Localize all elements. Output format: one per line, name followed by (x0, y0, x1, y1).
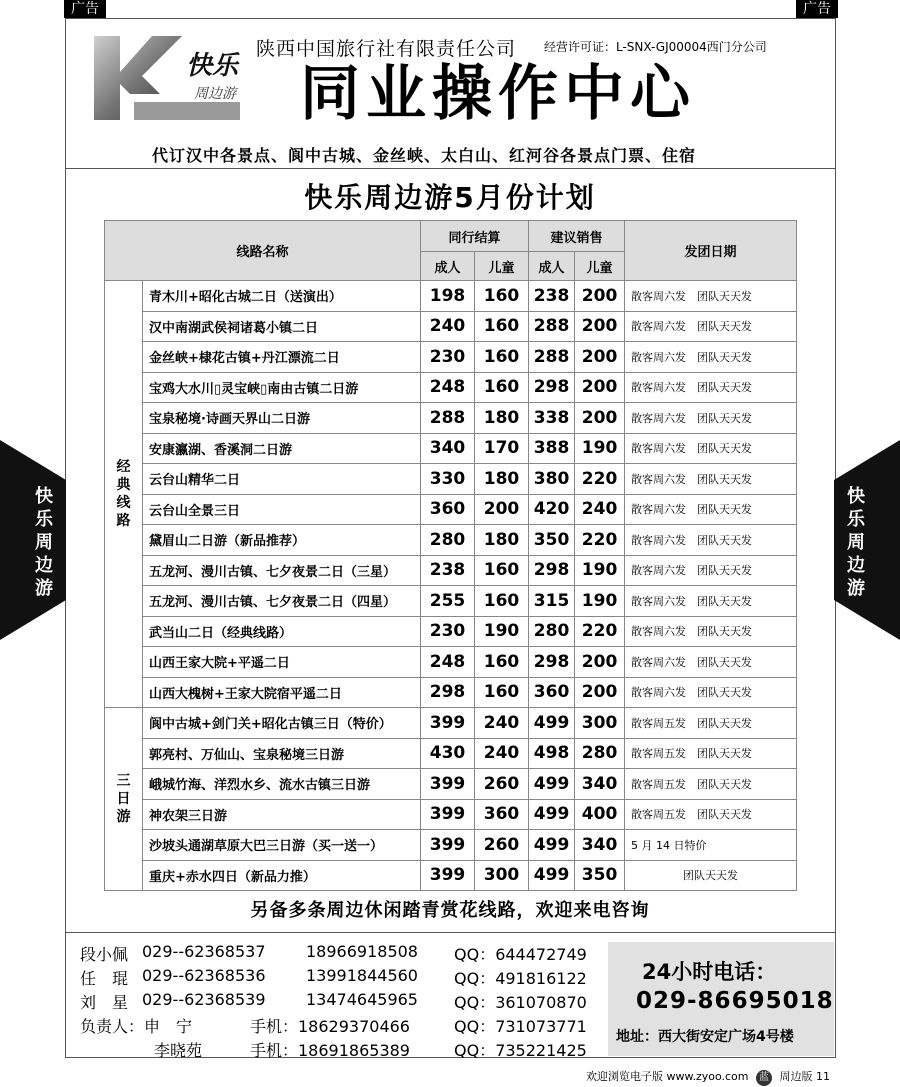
footer-section: 周边版 11 (779, 1070, 830, 1083)
route-row (105, 647, 797, 678)
sale-child-price: 190 (575, 586, 625, 617)
contact-phone: 029--62368537 (142, 942, 266, 961)
departure-schedule: 散客周六发 团队天天发 (625, 464, 797, 495)
departure-schedule: 散客周六发 团队天天发 (625, 555, 797, 586)
departure-schedule: 散客周六发 团队天天发 (625, 494, 797, 525)
route-name: 宝泉秘境·诗画天界山二日游 (143, 403, 421, 434)
side-tab-left (0, 440, 66, 640)
header-suggest-price: 建议销售 (529, 221, 625, 252)
route-row (105, 738, 797, 769)
departure-schedule: 散客周六发 团队天天发 (625, 616, 797, 647)
peer-child-price: 160 (475, 342, 529, 373)
hotline-number: 029-86695018 (636, 988, 834, 1014)
peer-child-price: 260 (475, 830, 529, 861)
contact-mobile: 13474645965 (306, 990, 418, 1009)
sale-adult-price: 280 (529, 616, 575, 647)
brand-logo (90, 32, 248, 124)
route-row (105, 769, 797, 800)
route-row (105, 799, 797, 830)
route-name: 阆中古城+剑门关+昭化古镇三日（特价） (143, 708, 421, 739)
route-name: 山西大槐树+王家大院宿平遥二日 (143, 677, 421, 708)
route-row (105, 525, 797, 556)
peer-adult-price: 399 (421, 860, 475, 891)
sale-adult-price: 315 (529, 586, 575, 617)
departure-schedule: 散客周五发 团队天天发 (625, 738, 797, 769)
contact-qq: QQ：731073771 (454, 1017, 587, 1036)
sale-child-price: 350 (575, 860, 625, 891)
contact-name: 刘 星 (80, 993, 129, 1012)
route-row (105, 677, 797, 708)
contact-phone: 029--62368539 (142, 990, 266, 1009)
ad-tag-left: 广告 (64, 0, 106, 18)
peer-adult-price: 399 (421, 708, 475, 739)
contact-qq: QQ：735221425 (454, 1041, 587, 1060)
departure-schedule: 散客周六发 团队天天发 (625, 311, 797, 342)
route-name: 沙坡头通湖草原大巴三日游（买一送一） (143, 830, 421, 861)
sale-adult-price: 350 (529, 525, 575, 556)
peer-child-price: 180 (475, 403, 529, 434)
sale-child-price: 220 (575, 464, 625, 495)
ticket-services: 代订汉中各景点、阆中古城、金丝峡、太白山、红河谷各景点门票、住宿 (152, 146, 697, 165)
divider (65, 932, 836, 933)
route-name: 峨城竹海、洋烈水乡、流水古镇三日游 (143, 769, 421, 800)
peer-adult-price: 230 (421, 342, 475, 373)
sale-child-price: 200 (575, 647, 625, 678)
peer-adult-price: 399 (421, 769, 475, 800)
contact-mobile: 18966918508 (306, 942, 418, 961)
sale-child-price: 240 (575, 494, 625, 525)
peer-adult-price: 399 (421, 799, 475, 830)
header-peer-price: 同行结算 (421, 221, 529, 252)
peer-adult-price: 198 (421, 281, 475, 312)
route-row (105, 372, 797, 403)
sale-child-price: 200 (575, 372, 625, 403)
divider (65, 168, 836, 169)
peer-adult-price: 288 (421, 403, 475, 434)
side-tab-right (834, 440, 900, 640)
route-row (105, 708, 797, 739)
route-row (105, 616, 797, 647)
route-name: 神农架三日游 (143, 799, 421, 830)
route-row (105, 433, 797, 464)
peer-adult-price: 399 (421, 830, 475, 861)
side-label-left: 快乐周边游 (35, 486, 53, 599)
departure-schedule: 散客周五发 团队天天发 (625, 708, 797, 739)
center-title: 同业操作中心 (300, 59, 696, 129)
sale-child-price: 340 (575, 830, 625, 861)
contact-mobile: 手机：18629370466 (250, 1017, 410, 1036)
sale-adult-price: 498 (529, 738, 575, 769)
sale-child-price: 280 (575, 738, 625, 769)
peer-adult-price: 230 (421, 616, 475, 647)
sale-child-price: 220 (575, 525, 625, 556)
peer-child-price: 160 (475, 677, 529, 708)
route-row (105, 830, 797, 861)
route-row (105, 342, 797, 373)
route-name: 云台山全景三日 (143, 494, 421, 525)
peer-adult-price: 240 (421, 311, 475, 342)
peer-child-price: 160 (475, 281, 529, 312)
sale-adult-price: 499 (529, 708, 575, 739)
sale-adult-price: 238 (529, 281, 575, 312)
contact-name: 负责人：申 宁 (80, 1017, 193, 1036)
sale-child-price: 220 (575, 616, 625, 647)
contact-name: 任 琨 (80, 969, 129, 988)
sale-adult-price: 298 (529, 647, 575, 678)
ad-tag-right: 广告 (796, 0, 838, 18)
sale-adult-price: 288 (529, 311, 575, 342)
sale-child-price: 200 (575, 677, 625, 708)
route-name: 五龙河、漫川古镇、七夕夜景二日（三星） (143, 555, 421, 586)
peer-child-price: 160 (475, 555, 529, 586)
peer-child-price: 300 (475, 860, 529, 891)
header-peer-adult: 成人 (421, 252, 475, 281)
header-date: 发团日期 (625, 221, 797, 281)
departure-schedule: 散客周六发 团队天天发 (625, 525, 797, 556)
departure-schedule: 散客周六发 团队天天发 (625, 403, 797, 434)
route-name: 青木川+昭化古城二日（送演出） (143, 281, 421, 312)
footer-badge: 蓝 (756, 1070, 772, 1086)
peer-adult-price: 280 (421, 525, 475, 556)
company-name: 陕西中国旅行社有限责任公司 (256, 38, 517, 60)
peer-adult-price: 255 (421, 586, 475, 617)
peer-child-price: 160 (475, 647, 529, 678)
sale-adult-price: 499 (529, 769, 575, 800)
departure-schedule: 散客周六发 团队天天发 (625, 586, 797, 617)
departure-schedule: 团队天天发 (625, 860, 797, 891)
route-name: 武当山二日（经典线路） (143, 616, 421, 647)
sale-adult-price: 420 (529, 494, 575, 525)
peer-child-price: 180 (475, 464, 529, 495)
sale-child-price: 200 (575, 281, 625, 312)
route-category (105, 281, 143, 708)
logo-line2: 周边游 (194, 86, 236, 102)
contact-name: 段小佩 (80, 945, 129, 964)
sale-adult-price: 380 (529, 464, 575, 495)
license-number: 经营许可证：L-SNX-GJ00004西门分公司 (544, 40, 767, 54)
sale-adult-price: 388 (529, 433, 575, 464)
header-sale-adult: 成人 (529, 252, 575, 281)
departure-schedule: 散客周五发 团队天天发 (625, 769, 797, 800)
sale-adult-price: 338 (529, 403, 575, 434)
contact-mobile: 13991844560 (306, 966, 418, 985)
peer-child-price: 260 (475, 769, 529, 800)
route-name: 安康瀛湖、香溪洞二日游 (143, 433, 421, 464)
peer-adult-price: 298 (421, 677, 475, 708)
sale-child-price: 200 (575, 403, 625, 434)
more-routes-note: 另备多条周边休闲踏青赏花线路，欢迎来电咨询 (250, 900, 650, 921)
contact-qq: QQ：491816122 (454, 969, 587, 988)
route-name: 山西王家大院+平遥二日 (143, 647, 421, 678)
route-name: 黛眉山二日游（新品推荐） (143, 525, 421, 556)
peer-child-price: 160 (475, 311, 529, 342)
route-name: 汉中南湖武侯祠诸葛小镇二日 (143, 311, 421, 342)
route-row (105, 860, 797, 891)
plan-title: 快乐周边游5月份计划 (304, 181, 596, 214)
contact-mobile: 手机：18691865389 (250, 1041, 410, 1060)
routes-table (104, 220, 797, 891)
contact-qq: QQ：361070870 (454, 993, 587, 1012)
footer-text: 欢迎浏览电子版 www.zyoo.com (585, 1070, 749, 1083)
header-peer-child: 儿童 (475, 252, 529, 281)
route-category-label: 经典线路 (116, 459, 131, 529)
route-name: 重庆+赤水四日（新品力推） (143, 860, 421, 891)
peer-child-price: 180 (475, 525, 529, 556)
office-address: 地址：西大街安定广场4号楼 (616, 1029, 794, 1045)
sale-adult-price: 499 (529, 830, 575, 861)
peer-adult-price: 248 (421, 647, 475, 678)
departure-schedule: 散客周五发 团队天天发 (625, 799, 797, 830)
peer-child-price: 240 (475, 738, 529, 769)
route-category (105, 708, 143, 891)
sale-child-price: 400 (575, 799, 625, 830)
sale-adult-price: 298 (529, 372, 575, 403)
sale-adult-price: 360 (529, 677, 575, 708)
departure-schedule: 散客周六发 团队天天发 (625, 342, 797, 373)
hotline-label: 24小时电话： (642, 960, 777, 984)
peer-child-price: 170 (475, 433, 529, 464)
departure-schedule: 散客周六发 团队天天发 (625, 647, 797, 678)
route-row (105, 586, 797, 617)
contact-qq: QQ：644472749 (454, 945, 587, 964)
departure-schedule: 散客周六发 团队天天发 (625, 372, 797, 403)
page-footer (586, 1068, 830, 1086)
side-label-right: 快乐周边游 (847, 486, 865, 599)
contact-phone: 029--62368536 (142, 966, 266, 985)
header-route: 线路名称 (105, 221, 421, 281)
hotline-box (608, 942, 834, 1056)
peer-adult-price: 248 (421, 372, 475, 403)
sale-child-price: 300 (575, 708, 625, 739)
departure-schedule: 散客周六发 团队天天发 (625, 433, 797, 464)
sale-adult-price: 499 (529, 860, 575, 891)
peer-child-price: 240 (475, 708, 529, 739)
route-name: 云台山精华二日 (143, 464, 421, 495)
route-row (105, 281, 797, 312)
sale-adult-price: 288 (529, 342, 575, 373)
sale-child-price: 340 (575, 769, 625, 800)
peer-child-price: 200 (475, 494, 529, 525)
peer-adult-price: 238 (421, 555, 475, 586)
peer-child-price: 190 (475, 616, 529, 647)
route-name: 郭亮村、万仙山、宝泉秘境三日游 (143, 738, 421, 769)
sale-adult-price: 499 (529, 799, 575, 830)
peer-adult-price: 330 (421, 464, 475, 495)
sale-child-price: 200 (575, 311, 625, 342)
peer-adult-price: 430 (421, 738, 475, 769)
peer-adult-price: 340 (421, 433, 475, 464)
route-row (105, 403, 797, 434)
header-sale-child: 儿童 (575, 252, 625, 281)
peer-child-price: 160 (475, 586, 529, 617)
contact-name: 李晓苑 (154, 1041, 203, 1060)
logo-line1: 快乐 (186, 51, 239, 81)
route-row (105, 311, 797, 342)
departure-schedule: 散客周六发 团队天天发 (625, 677, 797, 708)
sale-child-price: 200 (575, 342, 625, 373)
peer-adult-price: 360 (421, 494, 475, 525)
peer-child-price: 360 (475, 799, 529, 830)
sale-child-price: 190 (575, 555, 625, 586)
departure-schedule: 散客周六发 团队天天发 (625, 281, 797, 312)
peer-child-price: 160 (475, 372, 529, 403)
route-row (105, 464, 797, 495)
route-name: 宝鸡大水川▯灵宝峡▯南由古镇二日游 (143, 372, 421, 403)
route-category-label: 三日游 (116, 773, 131, 825)
departure-schedule: 5 月 14 日特价 (625, 830, 797, 861)
route-name: 五龙河、漫川古镇、七夕夜景二日（四星） (143, 586, 421, 617)
route-row (105, 494, 797, 525)
sale-adult-price: 298 (529, 555, 575, 586)
route-name: 金丝峡+棣花古镇+丹江漂流二日 (143, 342, 421, 373)
route-row (105, 555, 797, 586)
sale-child-price: 190 (575, 433, 625, 464)
